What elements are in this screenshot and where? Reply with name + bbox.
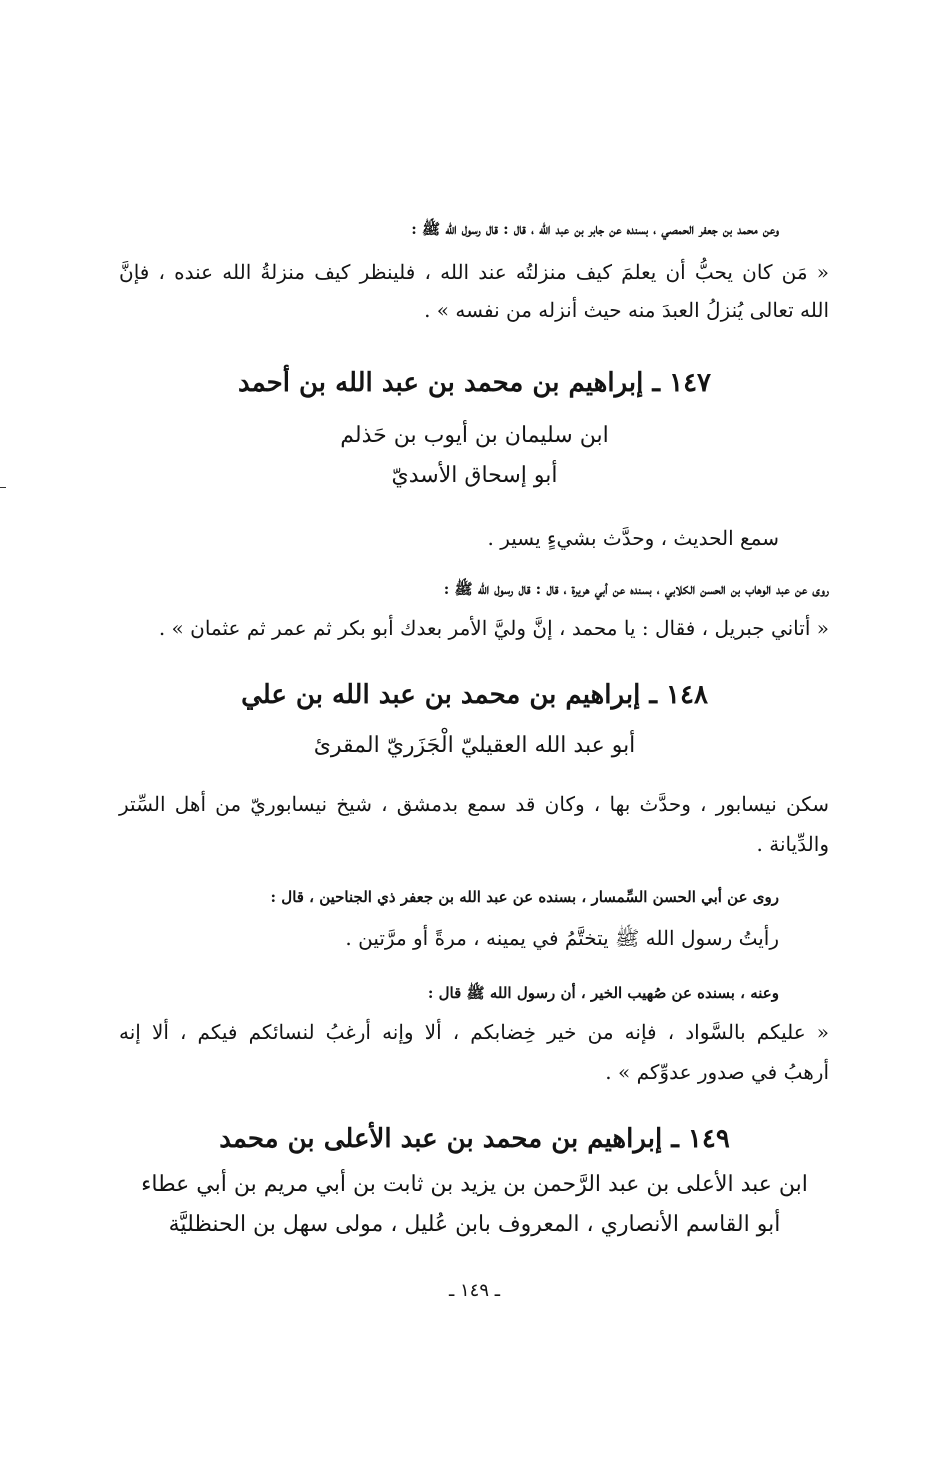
entry-148-heading: ١٤٨ ـ إبراهيم بن محمد بن عبد الله بن علي — [241, 680, 708, 710]
entry-149-kunya: أبو القاسم الأنصاري ، المعروف بابن عُليل ، مولى سهل بن الحنظليَّة — [168, 1212, 781, 1237]
entry-147-heading: ١٤٧ ـ إبراهيم بن محمد بن عبد الله بن أحمد — [237, 368, 712, 398]
entry-148-matn2-line1: « عليكم بالسَّواد ، فإنه من خير خِضابكم ، ألا وإنه أرغبُ لنسائكم فيكم ، ألا إنه — [119, 1020, 829, 1044]
entry-147-isnad: روى عن عبد الوهاب بن الحسن الكلابي ، بسنده عن أبي هريرة ، قال : قال رسول الله ﷺ : — [443, 580, 829, 598]
intro-isnad: وعن محمد بن جعفر الحمصي ، بسنده عن جابر بن عبد الله ، قال : قال رسول الله ﷺ : — [411, 220, 779, 238]
entry-149-lineage: ابن عبد الأعلى بن عبد الرَّحمن بن يزيد بن ثابت بن أبي مريم بن أبي عطاء — [141, 1172, 808, 1197]
entry-148-kunya: أبو عبد الله العقيليّ الْجَزَريّ المقرئ — [313, 733, 636, 758]
entry-147-matn: « أتاني جبريل ، فقال : يا محمد ، إنَّ وليَّ الأمر بعدك أبو بكر ثم عمر ثم عثمان » . — [158, 616, 829, 640]
entry-147-bio: سمع الحديث ، وحدَّث بشيءٍ يسير . — [487, 526, 779, 550]
entry-148-isnad1: روى عن أبي الحسن السِّمسار ، بسنده عن عبد الله بن جعفر ذي الجناحين ، قال : — [270, 888, 779, 906]
entry-148-bio-line1: سكن نيسابور ، وحدَّث بها ، وكان قد سمع بدمشق ، شيخ نيسابوريّ من أهل السِّتر — [119, 792, 829, 816]
entry-149-heading: ١٤٩ ـ إبراهيم بن محمد بن عبد الأعلى بن محمد — [219, 1124, 730, 1154]
intro-matn-line1: « مَن كان يحبُّ أن يعلمَ كيف منزلتُه عند الله ، فلينظر كيف منزلةُ الله عنده ، فإنَّ — [119, 260, 829, 284]
entry-148-matn2-line2: أرهبُ في صدور عدوِّكم » . — [605, 1060, 829, 1084]
entry-147-kunya: أبو إسحاق الأسديّ — [391, 463, 558, 488]
entry-148-matn1: رأيتُ رسول الله ﷺ يتختَّمُ في يمينه ، مرةً أو مرَّتين . — [345, 926, 779, 950]
intro-matn-line2: الله تعالى يُنزلُ العبدَ منه حيث أنزله من نفسه » . — [424, 298, 829, 322]
page-number: ـ ١٤٩ ـ — [448, 1280, 500, 1301]
entry-147-lineage: ابن سليمان بن أيوب بن حَذلم — [340, 423, 609, 448]
entry-148-bio-line2: والدِّيانة . — [756, 832, 829, 856]
entry-148-isnad2: وعنه ، بسنده عن صُهيب الخير ، أن رسول الله ﷺ قال : — [427, 984, 779, 1002]
